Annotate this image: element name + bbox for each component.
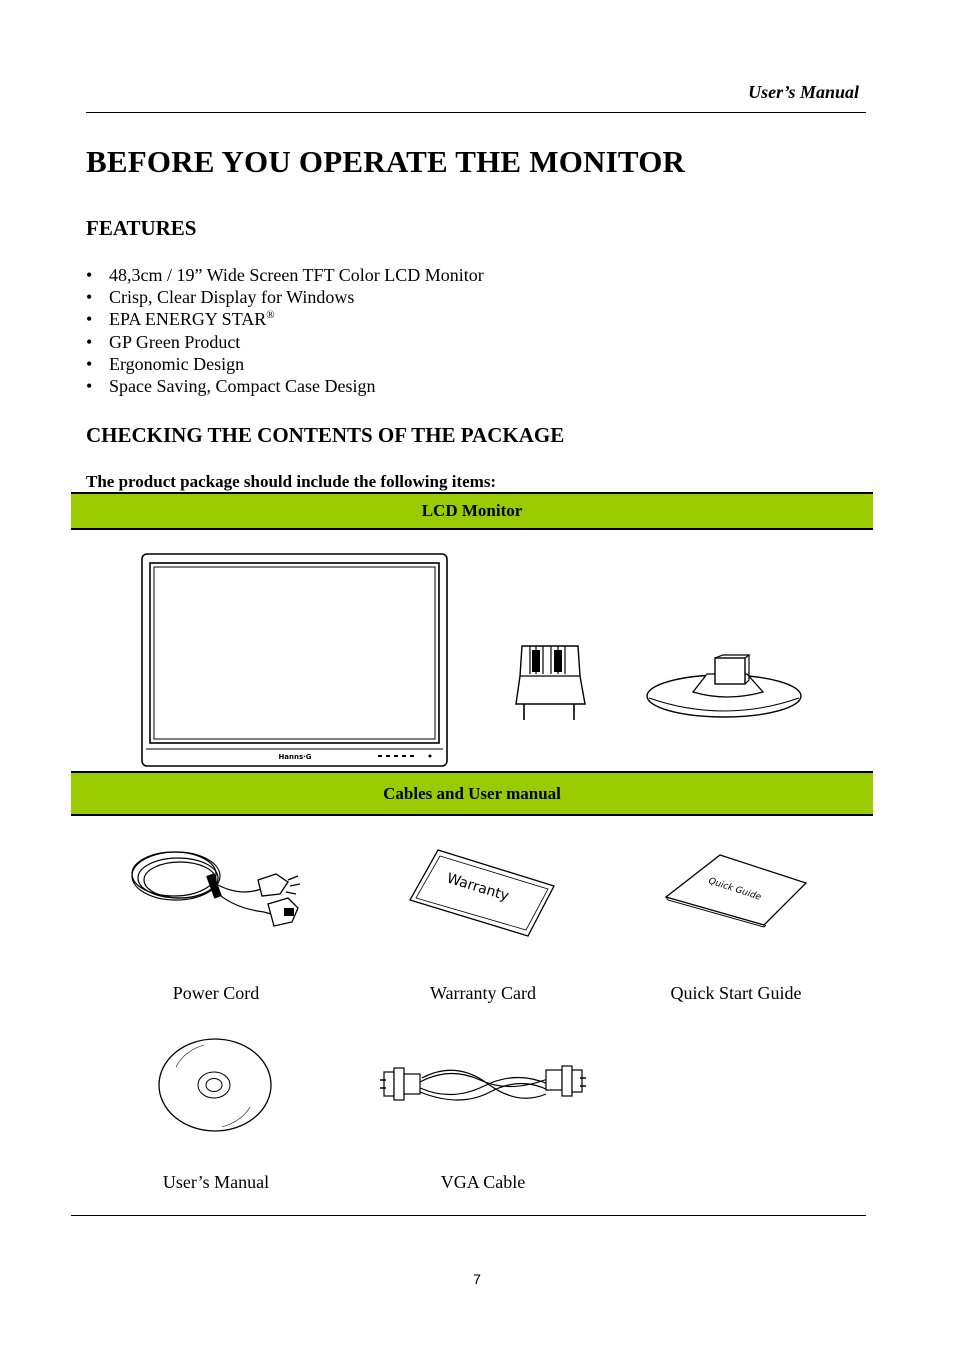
stand-neck-illustration	[510, 642, 590, 722]
page-number: 7	[473, 1271, 481, 1287]
caption-users-manual: User’s Manual	[162, 1172, 270, 1192]
header-rule	[86, 112, 866, 113]
running-header: User’s Manual	[748, 82, 859, 102]
lcd-monitor-band: LCD Monitor	[71, 492, 873, 530]
monitor-illustration	[140, 553, 450, 769]
list-item: • Space Saving, Compact Case Design	[86, 375, 376, 396]
caption-warranty-card: Warranty Card	[429, 983, 536, 1003]
cd-disc-icon	[156, 1037, 276, 1133]
vga-cable-illustration	[380, 1058, 586, 1122]
features-list	[86, 264, 484, 397]
list-item: • Ergonomic Design	[86, 353, 245, 374]
caption-vga-cable: VGA Cable	[440, 1172, 526, 1192]
list-item: • 48,3cm / 19” Wide Screen TFT Color LCD Monitor	[86, 265, 484, 285]
bullet-icon: •	[86, 265, 93, 285]
warranty-card-text: Warranty	[444, 870, 511, 905]
list-item: • EPA ENERGY STAR®	[86, 309, 275, 330]
list-item: • Crisp, Clear Display for Windows	[86, 287, 355, 308]
bullet-icon: •	[86, 353, 93, 374]
caption-quick-start-guide: Quick Start Guide	[670, 983, 802, 1003]
quick-guide-illustration	[664, 853, 809, 927]
features-heading: FEATURES	[86, 216, 197, 240]
bullet-icon: •	[86, 331, 93, 352]
list-item: • GP Green Product	[86, 331, 241, 352]
page-title: BEFORE YOU OPERATE THE MONITOR	[86, 144, 686, 179]
caption-power-cord: Power Cord	[172, 983, 260, 1003]
bullet-icon: •	[86, 287, 93, 308]
quick-guide-text: Quick Guide	[707, 876, 763, 903]
package-heading: CHECKING THE CONTENTS OF THE PACKAGE	[86, 423, 565, 447]
cables-manual-band: Cables and User manual	[71, 771, 873, 816]
warranty-card-illustration	[408, 846, 558, 938]
package-intro: The product package should include the following items:	[86, 472, 497, 491]
stand-base-illustration	[645, 654, 805, 720]
registered-mark: ®	[266, 309, 275, 322]
bullet-icon: •	[86, 309, 93, 330]
power-cord-illustration	[128, 846, 308, 936]
bullet-icon: •	[86, 375, 93, 396]
monitor-brand-logo: Hanns·G	[278, 753, 312, 761]
bottom-rule	[71, 1215, 866, 1216]
